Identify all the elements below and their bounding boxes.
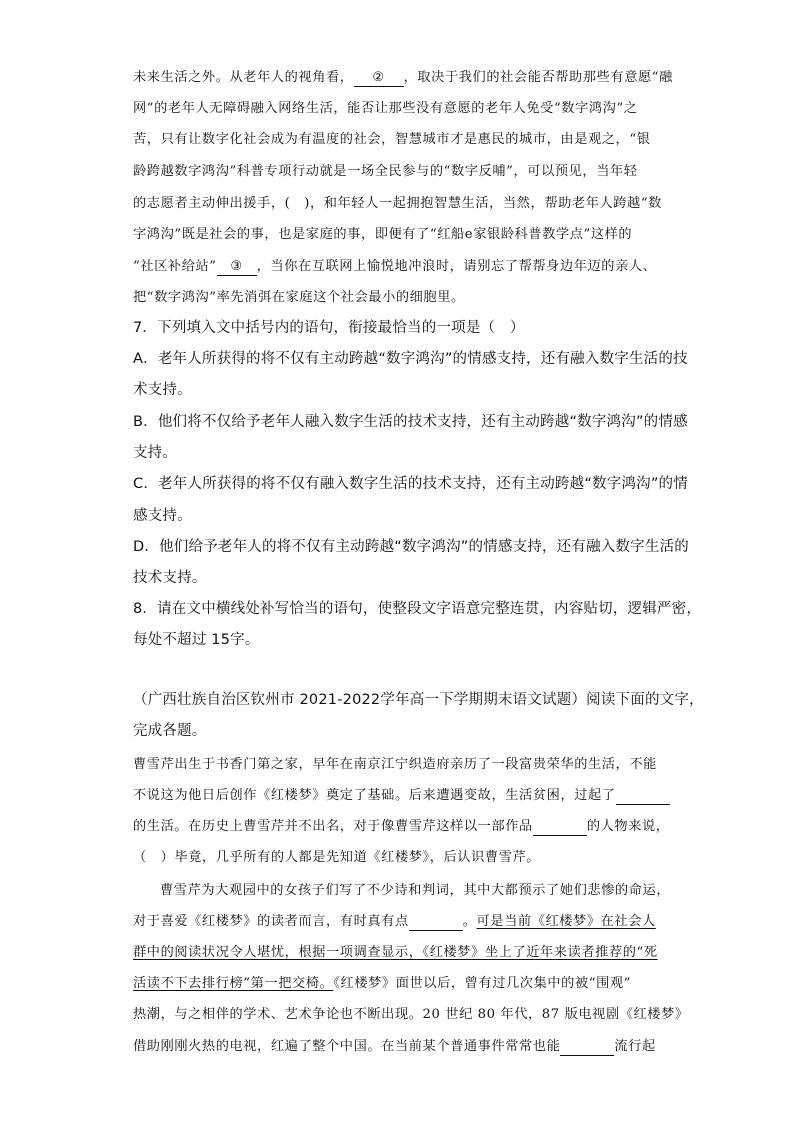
passage-line: 热潮，与之相伴的学术、艺术争论也不断出现。20 世纪 80 年代，87 版电视剧《红楼梦》 <box>133 1007 689 1022</box>
blank-3: ③ <box>217 260 257 276</box>
question-8-cont: 每处不超过 15字。 <box>133 632 260 648</box>
text-span: ，当你在互联网上愉悦地冲浪时，请别忘了帮帮身边年迈的亲人、 <box>256 259 657 274</box>
passage-line <box>133 972 631 991</box>
passage-line: 曹雪芹出生于书香门第之家，早年在南京江宁织造府亲历了一段富贵荣华的生活，不能 <box>133 757 657 772</box>
blank-line <box>616 789 670 805</box>
text-span: “社区补给站” <box>133 259 217 274</box>
text-span: 《红楼梦》面世以后，曾有过几次集中的被“围观” <box>333 976 631 991</box>
option-b-cont: 支持。 <box>133 445 178 461</box>
text-span: 借助刚刚火热的电视，红遍了整个中国。在当前某个普通事件常常也能 <box>133 1039 561 1054</box>
passage-line <box>133 815 670 836</box>
text-span: ，取决于我们的社会能否帮助那些有意愿“融 <box>403 70 673 85</box>
option-d: D．他们给予老年人的将不仅有主动跨越“数字鸿沟”的情感支持，还有融入数字生活的 <box>133 539 689 555</box>
passage-line: 龄跨越数字鸿沟”科普专项行动就是一场全民参与的“数字反哺”，可以预见，当年轻 <box>133 164 638 179</box>
question-8-stem: 8．请在文中横线处补写恰当的语句，使整段文字语意完整连贯，内容贴切，逻辑严密， <box>133 601 702 617</box>
blank-line <box>409 915 463 931</box>
passage-line <box>133 784 670 805</box>
blank-2: ② <box>354 71 404 87</box>
blank-line <box>560 1040 614 1056</box>
option-c: C．老年人所获得的将不仅有融入数字生活的技术支持，还有主动跨越“数字鸿沟”的情 <box>133 476 688 492</box>
option-d-cont: 技术支持。 <box>133 570 207 586</box>
passage-line: 网”的老年人无障碍融入网络生活，能否让那些没有意愿的老年人免受“数字鸿沟”之 <box>133 101 638 116</box>
passage-line: 曹雪芹为大观园中的女孩子们写了不少诗和判词，其中大都预示了她们悲惨的命运， <box>160 883 671 898</box>
passage-line <box>133 66 673 87</box>
passage-line <box>133 910 656 931</box>
question-7-stem: 7．下列填入文中括号内的语句，衔接最恰当的一项是（ ） <box>133 320 525 336</box>
text-span: 对于喜爱《红楼梦》的读者而言，有时真有点 <box>133 914 409 929</box>
blank-line <box>533 820 587 836</box>
passage-line <box>133 255 656 276</box>
passage-line: 的志愿者主动伸出援手，( )，和年轻人一起拥抱智慧生活，当然，帮助老年人跨越“数 <box>133 196 662 211</box>
option-a-cont: 术支持。 <box>133 382 192 398</box>
section-intro-cont: 完成各题。 <box>133 723 207 739</box>
passage-line: 字鸿沟”既是社会的事，也是家庭的事，即便有了“红船e家银龄科普教学点”这样的 <box>133 227 633 242</box>
passage-line <box>133 1035 656 1056</box>
text-span: 不说这为他日后创作《红楼梦》奠定了基础。后来遭遇变故，生活贫困，过起了 <box>133 788 616 803</box>
text-span: 的生活。在历史上曹雪芹并不出名，对于像曹雪芹这样以一部作品 <box>133 819 533 834</box>
passage-line: 苦，只有让数字化社会成为有温度的社会，智慧城市才是惠民的城市，由是观之，“银 <box>133 132 651 147</box>
text-span: 未来生活之外。从老年人的视角看， <box>133 70 354 85</box>
text-span: 的人物来说， <box>586 819 670 834</box>
text-span: 。 <box>462 914 477 929</box>
underlined-sentence: 活读不下去排行榜”第一把交椅。 <box>133 976 334 991</box>
option-c-cont: 感支持。 <box>133 508 192 524</box>
underlined-sentence: 可是当前《红楼梦》在社会人 <box>476 914 656 929</box>
section-intro: （广西壮族自治区钦州市 2021-2022学年高一下学期期末语文试题）阅读下面的文字， <box>133 692 704 708</box>
underlined-sentence: 群中的阅读状况令人堪忧，根据一项调查显示，《红楼梦》坐上了近年来读者推荐的“死 <box>133 945 658 960</box>
option-b: B．他们将不仅给予老年人融入数字生活的技术支持，还有主动跨越“数字鸿沟”的情感 <box>133 414 688 430</box>
passage-line: 把“数字鸿沟”率先消弭在家庭这个社会最小的细胞里。 <box>133 290 465 305</box>
option-a: A．老年人所获得的将不仅有主动跨越“数字鸿沟”的情感支持，还有融入数字生活的技 <box>133 351 688 367</box>
passage-line: （ ）毕竟，几乎所有的人都是先知道《红楼梦》，后认识曹雪芹。 <box>133 850 541 865</box>
text-span: 流行起 <box>614 1039 656 1054</box>
